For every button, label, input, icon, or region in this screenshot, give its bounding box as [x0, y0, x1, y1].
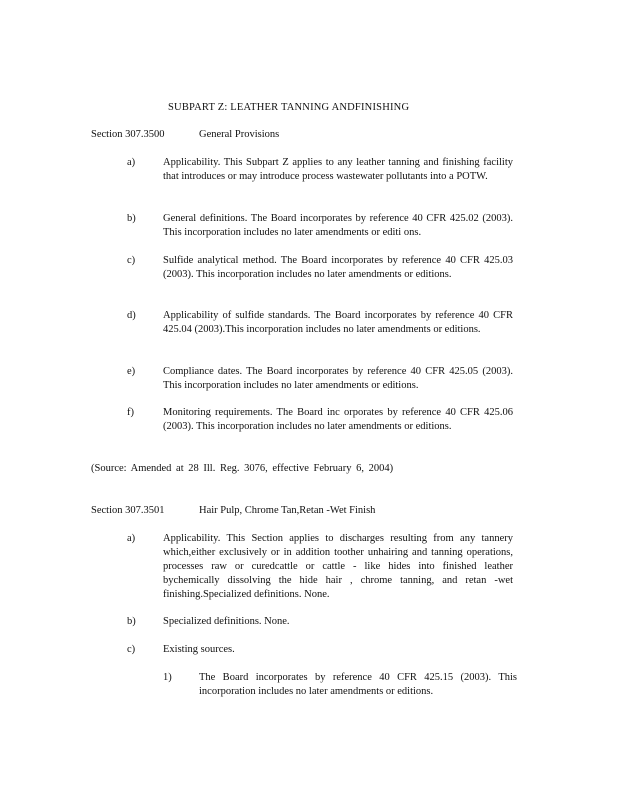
- sub-item-label: 1): [163, 672, 172, 683]
- section-title: General Provisions: [199, 129, 280, 140]
- item-text: Specialized definitions. None.: [163, 616, 290, 627]
- item-text: Sulfide analytical method. The Board incorporates by reference 40 CFR 425.03 (2003). This incorporation includes no later amendments or editions.: [163, 255, 513, 280]
- section-heading-3501: [91, 504, 375, 518]
- item-text: Applicability. This Subpart Z applies to any leather tanning and finishing facility that introduces or may introduce process wastewater pollutants into a POTW.: [163, 157, 513, 182]
- item-label: c): [127, 255, 136, 266]
- item-text: Applicability of sulfide standards. The Board incorporates by reference 40 CFR 425.04 (2003).This incorporation includes no later amendments or editions.: [163, 310, 513, 335]
- item-text: Applicability. This Section applies to discharges resulting from any tannery which,either exclusively or in addition toother unhairing and tanning operations, processes raw or curedcattle or cattle - like hides into finished leather bychemically dissolving the hide hair , chrome tanning, and retan -wet finishing.Specialized definitions. None.: [163, 533, 513, 600]
- item-label: a): [127, 157, 136, 168]
- section-heading-3500: [91, 128, 279, 142]
- item-text: General definitions. The Board incorporates by reference 40 CFR 425.02 (2003). This incorporation includes no later amendments or editi ons.: [163, 213, 513, 238]
- page-title: SUBPART Z: LEATHER TANNING ANDFINISHING: [168, 102, 410, 113]
- section-number: Section 307.3501: [91, 505, 165, 516]
- item-label: a): [127, 533, 136, 544]
- item-label: b): [127, 213, 136, 224]
- source-note: (Source: Amended at 28 Ill. Reg. 3076, effective February 6, 2004): [91, 463, 394, 474]
- item-label: f): [127, 407, 134, 418]
- item-label: e): [127, 366, 136, 377]
- item-label: b): [127, 616, 136, 627]
- sub-item-text: The Board incorporates by reference 40 CFR 425.15 (2003). This incorporation includes no later amendments or editions.: [199, 672, 517, 697]
- item-label: d): [127, 310, 136, 321]
- item-label: c): [127, 644, 136, 655]
- section-title: Hair Pulp, Chrome Tan,Retan -Wet Finish: [199, 505, 376, 516]
- item-text: Existing sources.: [163, 644, 235, 655]
- item-text: Compliance dates. The Board incorporates by reference 40 CFR 425.05 (2003). This incorporation includes no later amendments or editions.: [163, 366, 513, 391]
- item-text: Monitoring requirements. The Board inc orporates by reference 40 CFR 425.06 (2003). This incorporation includes no later amendments or editions.: [163, 407, 513, 432]
- section-number: Section 307.3500: [91, 129, 165, 140]
